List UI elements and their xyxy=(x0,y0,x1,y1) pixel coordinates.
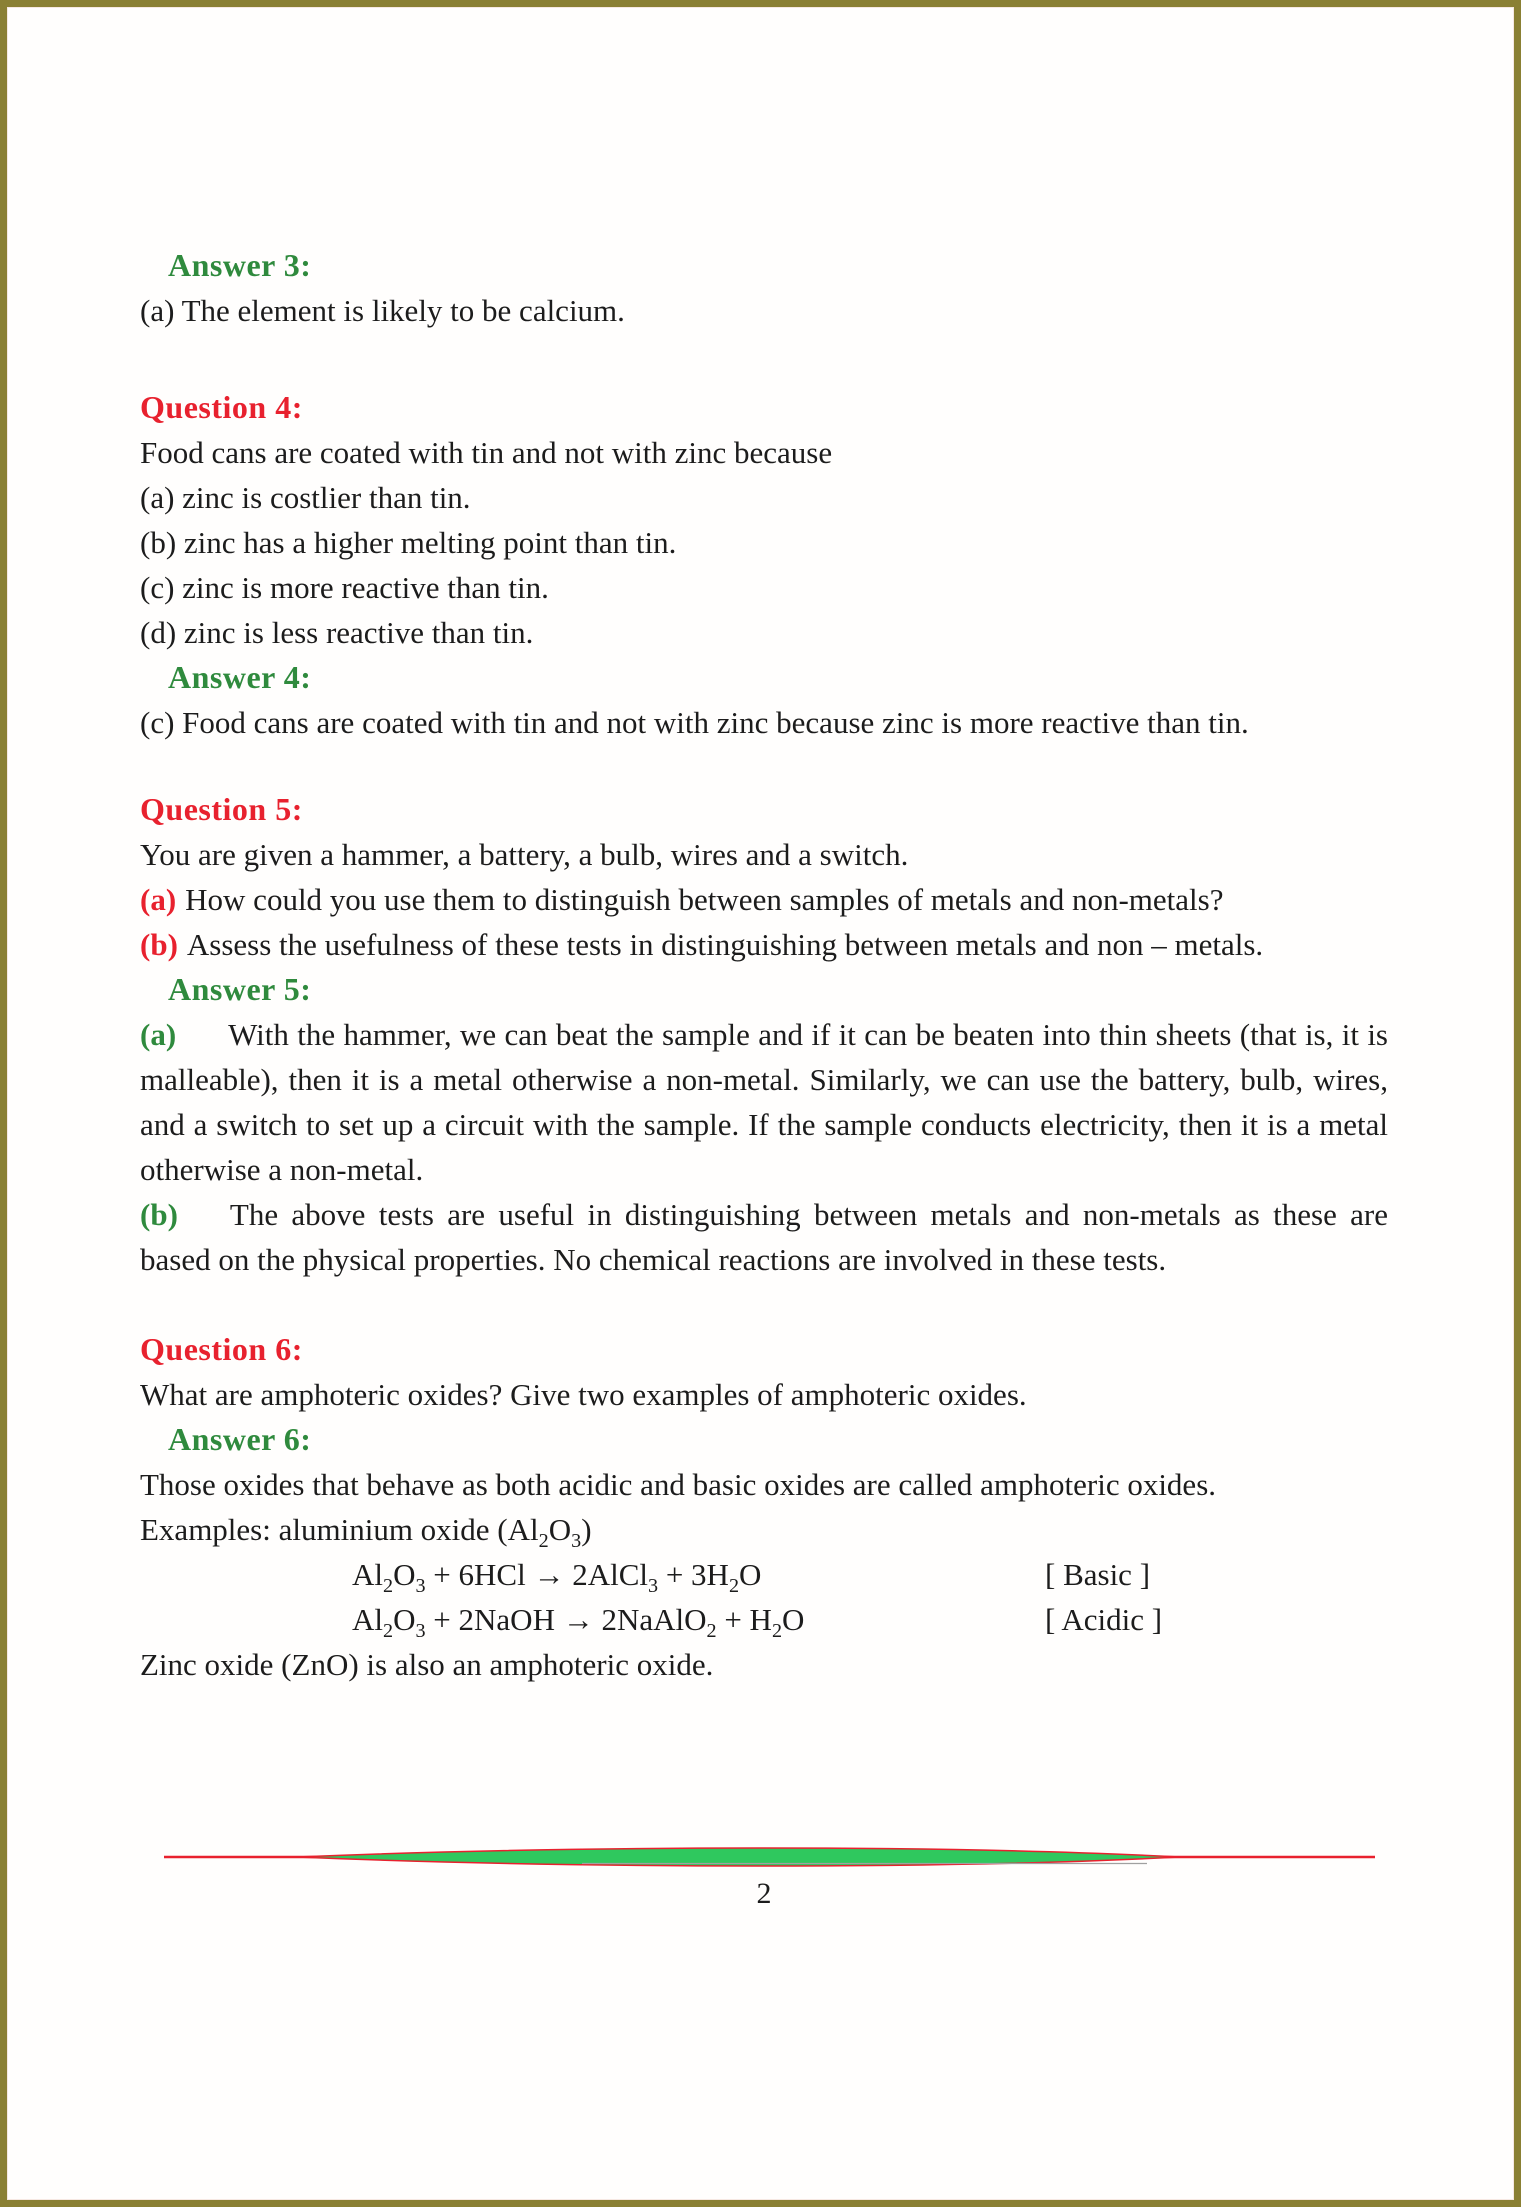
question-4-option-a: (a) zinc is costlier than tin. xyxy=(140,480,471,515)
equation-label-basic: [ Basic ] xyxy=(1045,1557,1151,1592)
answer-6-outro: Zinc oxide (ZnO) is also an amphoteric oxide. xyxy=(140,1647,714,1682)
equation-formula: $Al_2O_3$ + 2NaOH → 2NaAlO$_2$ + $H_2O$ xyxy=(352,1602,805,1643)
page-number: 2 xyxy=(756,1877,772,1910)
question-5-heading: Question 5: xyxy=(140,791,303,827)
question-4-heading: Question 4: xyxy=(140,389,303,425)
option-b-label: (b) xyxy=(140,927,178,962)
divider-ornament-icon xyxy=(162,1844,1377,1870)
answer-4-heading: Answer 4: xyxy=(168,659,312,695)
footer-divider xyxy=(162,1837,1388,1863)
question-6-text: What are amphoteric oxides? Give two examples of amphoteric oxides. xyxy=(140,1377,1027,1412)
question-5-part-b-text: Assess the usefulness of these tests in distinguishing between metals and non – metals. xyxy=(186,927,1264,962)
question-4-option-c: (c) zinc is more reactive than tin. xyxy=(140,570,549,605)
question-6-heading: Question 6: xyxy=(140,1331,303,1367)
option-a-label: (a) xyxy=(140,882,177,917)
page-content xyxy=(7,7,1514,1916)
answer-5-part-b xyxy=(140,1192,1388,1282)
answer-b-label: (b) xyxy=(140,1197,178,1232)
answer-5-part-b-text: The above tests are useful in distinguishing between metals and non-metals as these are based on the physical properties. No chemical reactions are involved in these tests. xyxy=(140,1197,1388,1277)
equation-formula: $Al_2O_3 + 6HCl$ → 2AlCl$_3$ + $3H_2O$ xyxy=(352,1557,762,1598)
chemical-equation-acidic xyxy=(140,1597,1388,1642)
answer-6-intro: Those oxides that behave as both acidic and basic oxides are called amphoteric oxides. xyxy=(140,1467,1217,1502)
answer-5-part-a xyxy=(140,1012,1388,1192)
question-5-intro: You are given a hammer, a battery, a bulb, wires and a switch. xyxy=(140,837,909,872)
answer-5-part-a-text: With the hammer, we can beat the sample and if it can be beaten into thin sheets (that is, it is malleable), then it is a metal otherwise a non-metal. Similarly, we can use the battery, bulb, wires, and a switch to set up a circuit with the sample. If the sample conducts electricity, then it is a metal otherwise a non-metal. xyxy=(140,1017,1388,1187)
answer-a-label: (a) xyxy=(140,1017,177,1052)
question-4-stem: Food cans are coated with tin and not with zinc because xyxy=(140,435,833,470)
answer-6-heading: Answer 6: xyxy=(168,1421,312,1457)
question-5-part-b xyxy=(140,922,1388,967)
answer-3-text: (a) The element is likely to be calcium. xyxy=(140,293,625,328)
answer-5-heading: Answer 5: xyxy=(168,971,312,1007)
equation-label-acidic: [ Acidic ] xyxy=(1045,1602,1163,1637)
question-5-part-a xyxy=(140,877,1388,922)
answer-3-heading: Answer 3: xyxy=(168,247,312,283)
answer-4-text: (c) Food cans are coated with tin and not with zinc because zinc is more reactive than tin. xyxy=(140,705,1249,740)
question-4-option-b: (b) zinc has a higher melting point than tin. xyxy=(140,525,677,560)
answer-6-examples: Examples: aluminium oxide $(Al_2O_3)$ xyxy=(140,1512,592,1553)
question-4-option-d: (d) zinc is less reactive than tin. xyxy=(140,615,534,650)
question-5-part-a-text: How could you use them to distinguish between samples of metals and non-metals? xyxy=(185,882,1224,917)
chemical-equation-basic xyxy=(140,1552,1388,1597)
